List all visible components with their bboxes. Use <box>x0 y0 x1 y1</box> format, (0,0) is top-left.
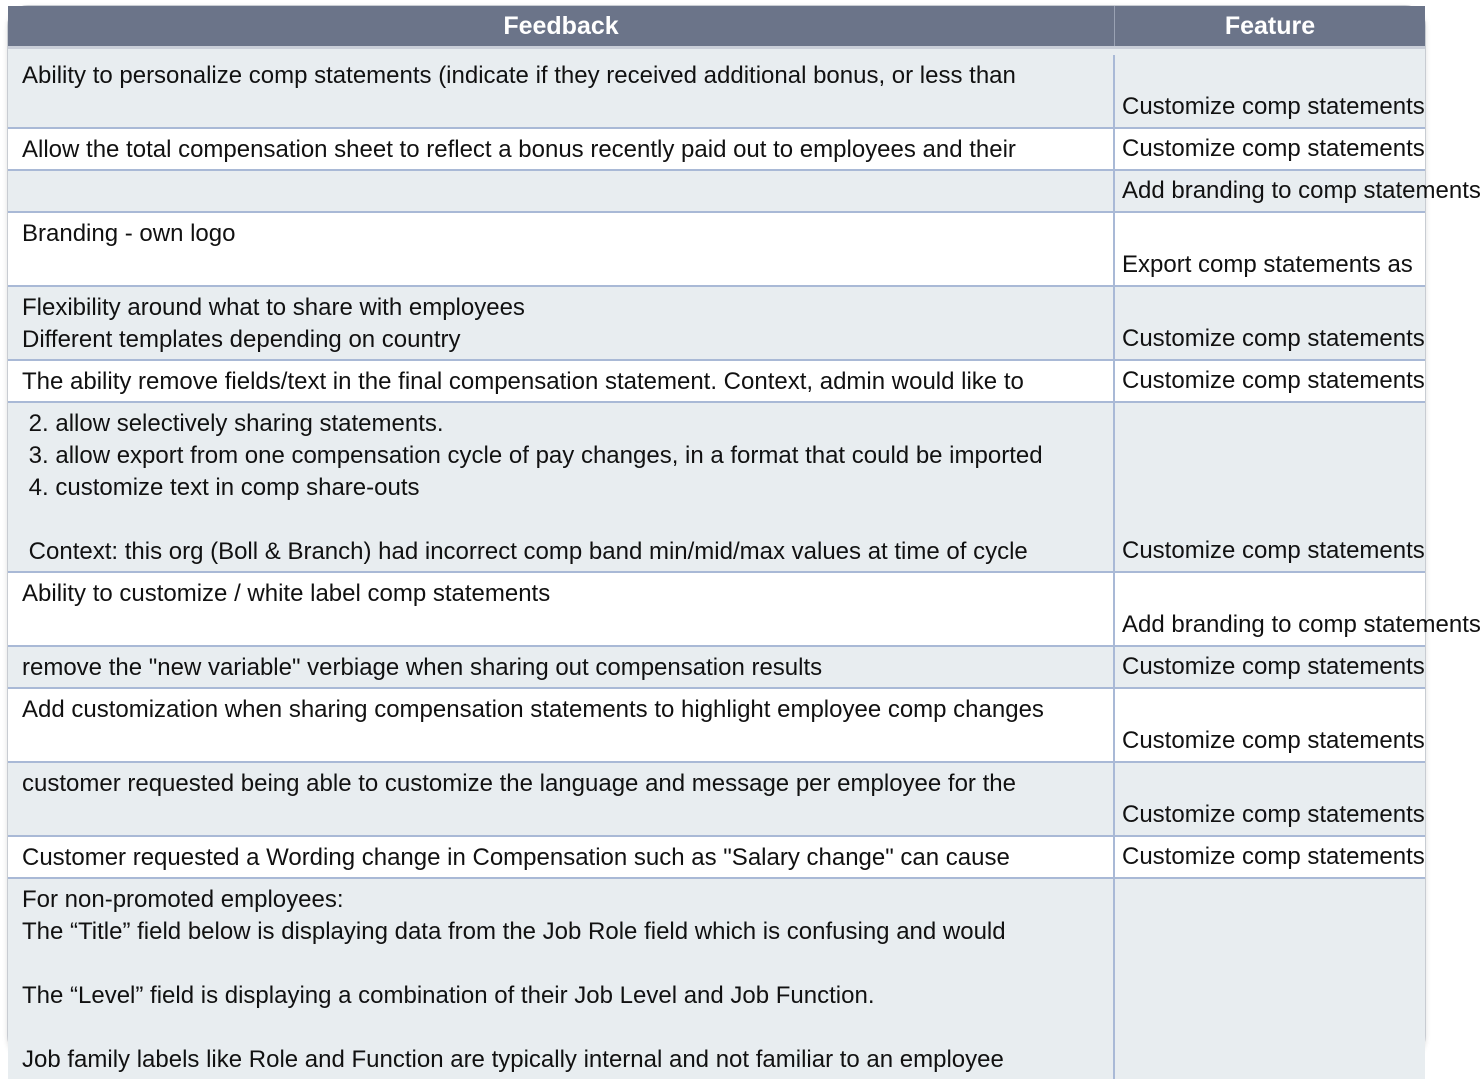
feedback-cell[interactable]: For non-promoted employees: The “Title” field below is displaying data from the Job Role field which is confusing and would The “Level” field is displaying a combination of their Job Level and Job Function. Job family labels like Role and Function are typically internal and not familiar to an employee <box>8 879 1115 1079</box>
feature-cell-text: Add branding to comp statements <box>1122 611 1481 638</box>
column-header-feedback[interactable]: Feedback <box>8 6 1115 46</box>
table-row[interactable] <box>8 361 1425 403</box>
feature-cell[interactable] <box>1115 879 1425 1079</box>
feature-cell-text: Customize comp statements <box>1122 367 1425 394</box>
feature-cell-text: Customize comp statements <box>1122 537 1425 564</box>
table-header <box>8 6 1425 49</box>
table-row[interactable] <box>8 129 1425 171</box>
table-row[interactable] <box>8 403 1425 573</box>
feature-cell-text: Customize comp statements <box>1122 93 1425 120</box>
feature-cell[interactable] <box>1115 573 1481 645</box>
feedback-cell[interactable]: Add customization when sharing compensation statements to highlight employee comp changes <box>8 689 1115 761</box>
table-row[interactable] <box>8 55 1425 129</box>
feature-cell[interactable] <box>1115 361 1425 401</box>
feature-cell[interactable] <box>1115 129 1425 169</box>
feedback-cell[interactable]: The ability remove fields/text in the final compensation statement. Context, admin would like to <box>8 361 1115 401</box>
feature-cell-text: Customize comp statements <box>1122 727 1425 754</box>
table-row[interactable] <box>8 213 1425 287</box>
table-row[interactable] <box>8 171 1481 213</box>
table-row[interactable] <box>8 573 1481 647</box>
feature-cell[interactable] <box>1115 689 1425 761</box>
feedback-cell[interactable]: remove the "new variable" verbiage when sharing out compensation results <box>8 647 1115 687</box>
table-row[interactable] <box>8 837 1425 879</box>
feedback-cell[interactable] <box>8 171 1115 211</box>
feature-cell-text: Customize comp statements <box>1122 653 1425 680</box>
table-row[interactable] <box>8 763 1425 837</box>
feature-cell[interactable] <box>1115 763 1425 835</box>
feature-cell-text: Customize comp statements <box>1122 135 1425 162</box>
feedback-cell[interactable]: 2. allow selectively sharing statements. 3. allow export from one compensation cycle of pay changes, in a format that could be imported 4. customize text in comp share-outs Context: this org (Boll & Branch) had incorrect comp band min/mid/max values at time of cycle <box>8 403 1115 571</box>
spreadsheet-frame <box>8 6 1481 1073</box>
feedback-cell[interactable]: customer requested being able to customize the language and message per employee for the <box>8 763 1115 835</box>
table-body <box>8 55 1481 1079</box>
feature-cell[interactable] <box>1115 55 1425 127</box>
feature-cell[interactable] <box>1115 213 1425 285</box>
table-row[interactable] <box>8 689 1425 763</box>
feedback-cell[interactable]: Flexibility around what to share with employees Different templates depending on country <box>8 287 1115 359</box>
table-row[interactable] <box>8 287 1425 361</box>
feature-cell-text: Add branding to comp statements <box>1122 177 1481 204</box>
table-row[interactable] <box>8 879 1425 1079</box>
feature-cell[interactable] <box>1115 647 1425 687</box>
feature-cell[interactable] <box>1115 171 1481 211</box>
feedback-cell[interactable]: Branding - own logo <box>8 213 1115 285</box>
feature-cell-text: Customize comp statements <box>1122 801 1425 828</box>
feedback-cell[interactable]: Customer requested a Wording change in Compensation such as "Salary change" can cause <box>8 837 1115 877</box>
feature-cell[interactable] <box>1115 403 1425 571</box>
feature-cell-text: Customize comp statements <box>1122 843 1425 870</box>
column-header-feature[interactable]: Feature <box>1224 12 1316 40</box>
feedback-cell[interactable]: Allow the total compensation sheet to reflect a bonus recently paid out to employees and their <box>8 129 1115 169</box>
feedback-cell[interactable]: Ability to personalize comp statements (indicate if they received additional bonus, or less than <box>8 55 1115 127</box>
feature-cell-text: Export comp statements as <box>1122 251 1413 278</box>
feedback-cell[interactable]: Ability to customize / white label comp statements <box>8 573 1115 645</box>
feature-cell[interactable] <box>1115 837 1425 877</box>
feature-cell[interactable] <box>1115 287 1425 359</box>
table-row[interactable] <box>8 647 1425 689</box>
feature-cell-text: Customize comp statements <box>1122 325 1425 352</box>
